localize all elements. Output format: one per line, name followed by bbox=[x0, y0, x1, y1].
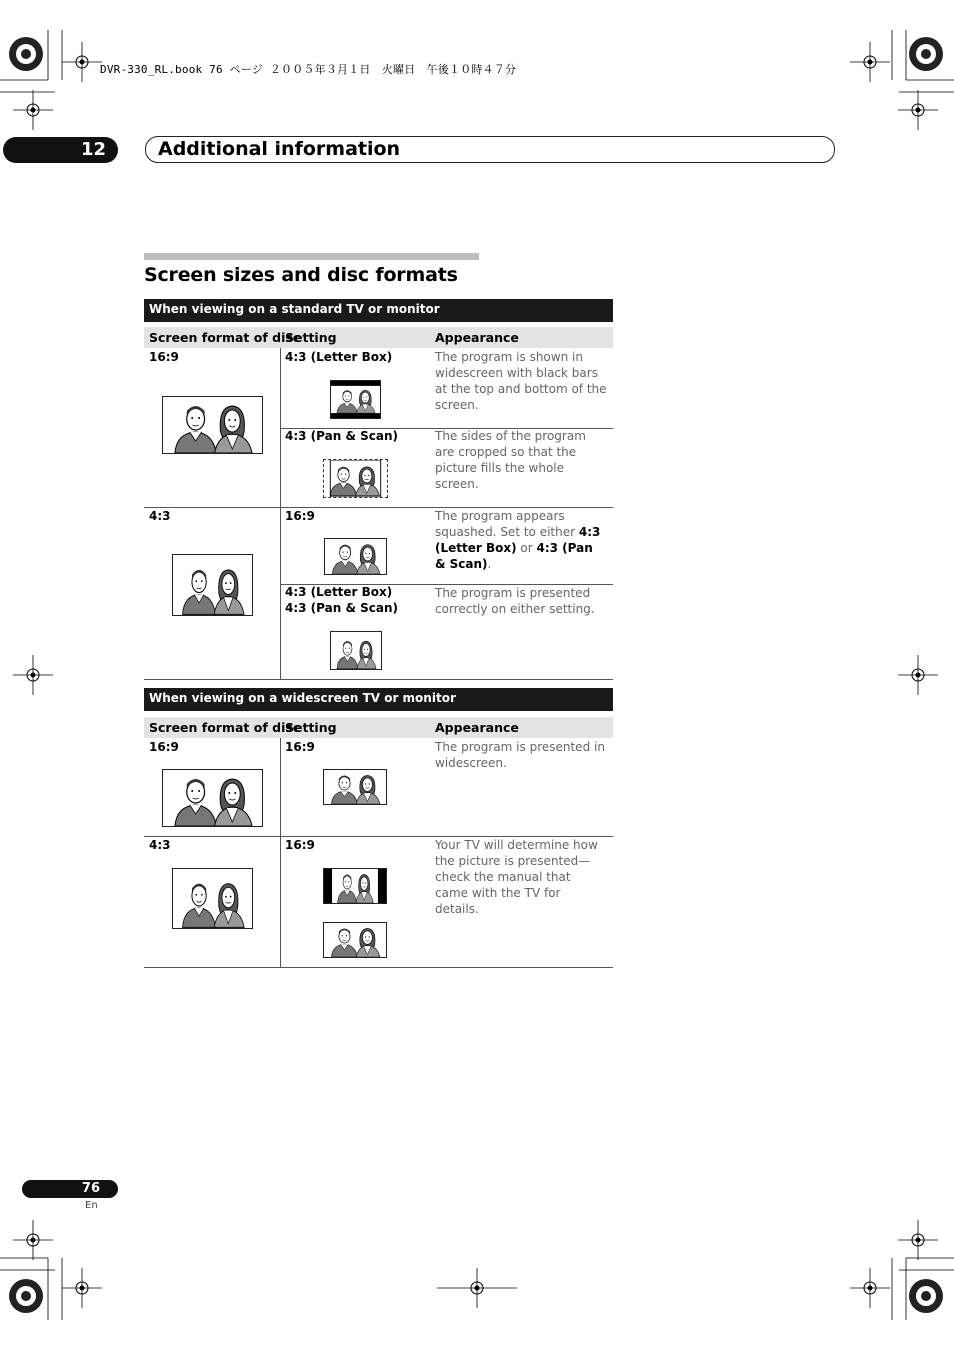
column-divider bbox=[280, 738, 281, 967]
format-label: 4:3 bbox=[149, 509, 171, 523]
appearance-text: The sides of the program are cropped so that the picture fills the whole screen. bbox=[435, 429, 586, 491]
desc-bold: 4:3 (Pan & Scan) bbox=[435, 541, 593, 571]
chapter-title: Additional information bbox=[145, 136, 835, 163]
format-label: 4:3 bbox=[149, 838, 171, 852]
section-title: Screen sizes and disc formats bbox=[144, 264, 458, 286]
appearance-text: The program is shown in widescreen with black bars at the top and bottom of the screen. bbox=[435, 350, 607, 412]
disc-picture-4-3 bbox=[172, 868, 253, 929]
format-label: 16:9 bbox=[149, 350, 179, 364]
setting-label: 16:9 bbox=[285, 838, 315, 852]
setting-label: 4:3 (Pan & Scan) bbox=[285, 429, 398, 443]
desc-bold: 4:3 (Letter Box) bbox=[435, 525, 601, 555]
file-info-line: DVR-330_RL.book 76 ページ ２００５年３月１日 火曜日 午後１０時４７分 bbox=[100, 63, 517, 76]
desc-part: The program appears squashed. Set to either bbox=[435, 509, 579, 539]
desc-part: . bbox=[487, 557, 492, 571]
widescreen-picture bbox=[323, 769, 387, 805]
stretched-picture bbox=[323, 922, 387, 958]
language-code: En bbox=[85, 1200, 98, 1211]
pan-scan-picture bbox=[323, 459, 388, 498]
table-bottom-rule bbox=[144, 679, 613, 680]
table-wide-column-headers bbox=[144, 717, 613, 738]
appearance-text bbox=[435, 508, 607, 572]
section-divider bbox=[144, 253, 479, 260]
setting-label: 4:3 (Pan & Scan) bbox=[285, 601, 398, 615]
format-label: 16:9 bbox=[149, 740, 179, 754]
desc-part: or bbox=[516, 541, 537, 555]
col-appearance-header: Appearance bbox=[435, 720, 519, 735]
chapter-number: 12 bbox=[3, 137, 118, 163]
setting-label: 4:3 (Letter Box) bbox=[285, 350, 393, 364]
table-wide-heading: When viewing on a widescreen TV or monitor bbox=[144, 688, 613, 711]
col-setting-header: Setting bbox=[285, 720, 337, 735]
disc-picture-16-9 bbox=[162, 769, 263, 827]
setting-label: 16:9 bbox=[285, 509, 315, 523]
setting-label: 4:3 (Letter Box) bbox=[285, 585, 393, 599]
setting-label: 16:9 bbox=[285, 740, 315, 754]
disc-picture-4-3 bbox=[172, 554, 253, 616]
table-bottom-rule bbox=[144, 967, 613, 968]
col-setting-header: Setting bbox=[285, 330, 337, 345]
disc-picture-16-9 bbox=[162, 396, 263, 454]
letterbox-picture bbox=[330, 380, 381, 419]
col-appearance-header: Appearance bbox=[435, 330, 519, 345]
page-number: 76 bbox=[22, 1180, 118, 1198]
appearance-text: The program is presented in widescreen. bbox=[435, 740, 605, 770]
appearance-text: Your TV will determine how the picture is presented—check the manual that came with the TV for details. bbox=[435, 838, 598, 916]
col-format-header: Screen format of disc bbox=[149, 720, 301, 735]
table-standard-column-headers bbox=[144, 327, 613, 348]
column-divider bbox=[280, 348, 281, 679]
pillarbox-picture bbox=[323, 868, 387, 904]
col-format-header: Screen format of disc bbox=[149, 330, 301, 345]
appearance-text: The program is presented correctly on either setting. bbox=[435, 586, 595, 616]
correct-picture bbox=[330, 631, 382, 670]
squashed-picture bbox=[324, 538, 387, 575]
table-standard-heading: When viewing on a standard TV or monitor bbox=[144, 299, 613, 322]
